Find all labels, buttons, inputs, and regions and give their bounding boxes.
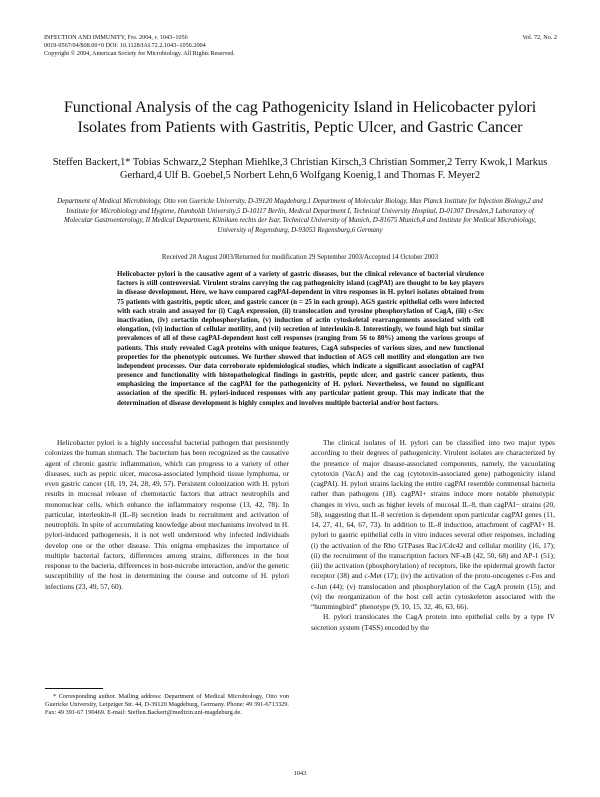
body-paragraph-1: The clinical isolates of H. pylori can be classified into two major types according to their degrees of pathogenicity. Virulent isolates are characterized by the presence of major disease-associated components, namely, the vacuolating cytotoxin (VacA) and the cag (cytotoxin-associated gene) pathogenicity island (cagPAI). H. pylori strains lacking the entire cagPAI resemble commensal bacteria rather than pathogens (18). cagPAI+ strains induce more notable phenotypic changes in vivo, such as higher levels of mucosal IL-8, than cagPAI− strains (20, 58), suggesting that IL-8 secretion is dependent upon particular cagPAI genes (11, 14, 27, 41, 64, 67, 73). In addition to IL-8 induction, attachment of cagPAI+ H. pylori to gastric epithelial cells in vitro induces several other responses, including (i) the activation of the Rho GTPases Rac1/Cdc42 and cellular motility (16, 17); (ii) the recruitment of the transcription factors NF-κB (42, 50, 68) and AP-1 (51); (iii) the activation (phosphorylation) of receptors, like the epidermal growth factor receptor (38) and c-Met (17); (iv) the activation of the proto-oncogenes c-Fos and c-Jun (44); (v) translocation and phosphorylation of the CagA protein (15); and (vi) the reorganization of the host cell actin cytoskeleton associated with the “hummingbird” phenotype (9, 10, 15, 32, 46, 63, 66).	[311, 438, 555, 611]
footnote-rule	[45, 688, 103, 689]
author-list: Steffen Backert,1* Tobias Schwarz,2 Stephan Miehlke,3 Christian Kirsch,3 Christian Sommer,2 Terry Kwok,1 Markus Gerhard,4 Ulf B. Goebel,5 Norbert Lehn,6 Wolfgang Koenig,1 and Thomas F. Meyer2	[52, 157, 548, 181]
footnote-text: * Corresponding author. Mailing address: Department of Medical Microbiology, Otto von Guericke University, Leipziger Str. 44, D-39120 Magdeburg, Germany. Phone: 49 391-6713329. Fax: 49 391-67 190469. E-mail: Steffen.Backert@medizin.uni-magdeburg.de.	[45, 693, 289, 717]
affiliations: Department of Medical Microbiology, Otto von Guericke University, D-39120 Magdeburg,1 Department of Molecular Biology, Max Planck Institute for Infection Biology,2 and Institute for Microbiology and Hygiene, Humboldt University,5 D-10117 Berlin, Medical Department I, Technical University Hospital, D-01307 Dresden,3 Laboratory of Molecular Gastroenterology, II Medical Department, Klinikum rechts der Isar, Technical University of Munich, D-81675 Munich,4 and Institute for Medical Microbiology, University of Regensburg, D-93053 Regensburg,6 Germany	[57, 198, 543, 235]
intro-paragraph: Helicobacter pylori is a highly successful bacterial pathogen that persistently colonizes the human stomach. The bacterium has been recognized as the causative agent of chronic gastric inflammation, which can progress to a variety of other diseases, such as peptic ulcer, mucosa-associated lymphoid tissue lymphoma, or even gastric cancer (18, 19, 24, 28, 49, 57). Persistent colonization with H. pylori results in mucosal release of chemotactic factors that attract neutrophils and mononuclear cells, which enhance the inflammatory response (13, 42, 78). In particular, interleukin-8 (IL-8) secretion leads to recruitment and activation of neutrophils. In spite of accumulating knowledge about mechanisms involved in H. pylori-induced pathogenesis, it is not well understood why infected individuals develop one or the other disease. This enigma emphasizes the importance of multiple bacterial factors, differences among strains, differences in the host response to the bacteria, differences in host-microbe interaction, and/or the genetic susceptibility of the host in determining the course and outcome of H. pylori infections (23, 49, 57, 60).	[45, 438, 289, 591]
article-title: Functional Analysis of the cag Pathogenicity Island in Helicobacter pylori Isolates from Patients with Gastritis, Peptic Ulcer, and Gastric Cancer	[63, 98, 537, 136]
body-paragraph-2: H. pylori translocates the CagA protein into epithelial cells by a type IV secretion system (T4SS) encoded by the	[311, 612, 555, 632]
received-dates: Received 28 August 2003/Returned for modification 29 September 2003/Accepted 14 October 2003	[161, 254, 439, 261]
page-number: 1043	[293, 770, 307, 777]
journal-line: INFECTION AND IMMUNITY, Feb. 2004, p. 1043–1056	[44, 34, 188, 41]
corresponding-author-footnote	[45, 693, 289, 718]
copyright-line: Copyright © 2004, American Society for Microbiology. All Rights Reserved.	[44, 50, 235, 57]
volume-label: Vol. 72, No. 2	[522, 34, 557, 41]
running-header	[44, 34, 374, 58]
body-column-left	[45, 438, 289, 592]
abstract: Helicobacter pylori is the causative agent of a variety of gastric diseases, but the clinical relevance of bacterial virulence factors is still controversial. Virulent strains carrying the cag pathogenicity island (cagPAI) are thought to be key players in disease development. Here, we have compared cagPAI-dependent in vitro responses in H. pylori isolates obtained from 75 patients with gastritis, peptic ulcer, and gastric cancer (n = 25 in each group). AGS gastric epithelial cells were infected with each strain and assayed for (i) CagA expression, (ii) translocation and tyrosine phosphorylation of CagA, (iii) c-Src inactivation, (iv) cortactin dephosphorylation, (v) induction of actin cytoskeletal rearrangements associated with cell elongation, (vi) induction of cellular motility, and (vii) secretion of interleukin-8. Interestingly, we found high but similar prevalences of all of these cagPAI-dependent host cell responses (ranging from 56 to 80%) among the various groups of patients. This study revealed CagA proteins with unique features, CagA subspecies of various sizes, and new functional properties for the phenotypic outcomes. We further showed that induction of AGS cell motility and elongation are two independent processes. Our data corroborate epidemiological studies, which indicate a significant association of cagPAI presence and functionality with histopathological findings in gastritis, peptic ulcer, and gastric cancer patients, thus emphasizing the importance of the cagPAI for the pathogenicity of H. pylori. Nevertheless, we found no significant association of the specific H. pylori-induced responses with any particular patient group. This may indicate that the determination of disease development is highly complex and involves multiple bacterial and/or host factors.	[117, 270, 484, 407]
body-column-right	[311, 438, 555, 633]
doi-line: 0019-9567/04/$08.00+0 DOI: 10.1128/IAI.72.2.1043–1056.2004	[44, 42, 206, 49]
